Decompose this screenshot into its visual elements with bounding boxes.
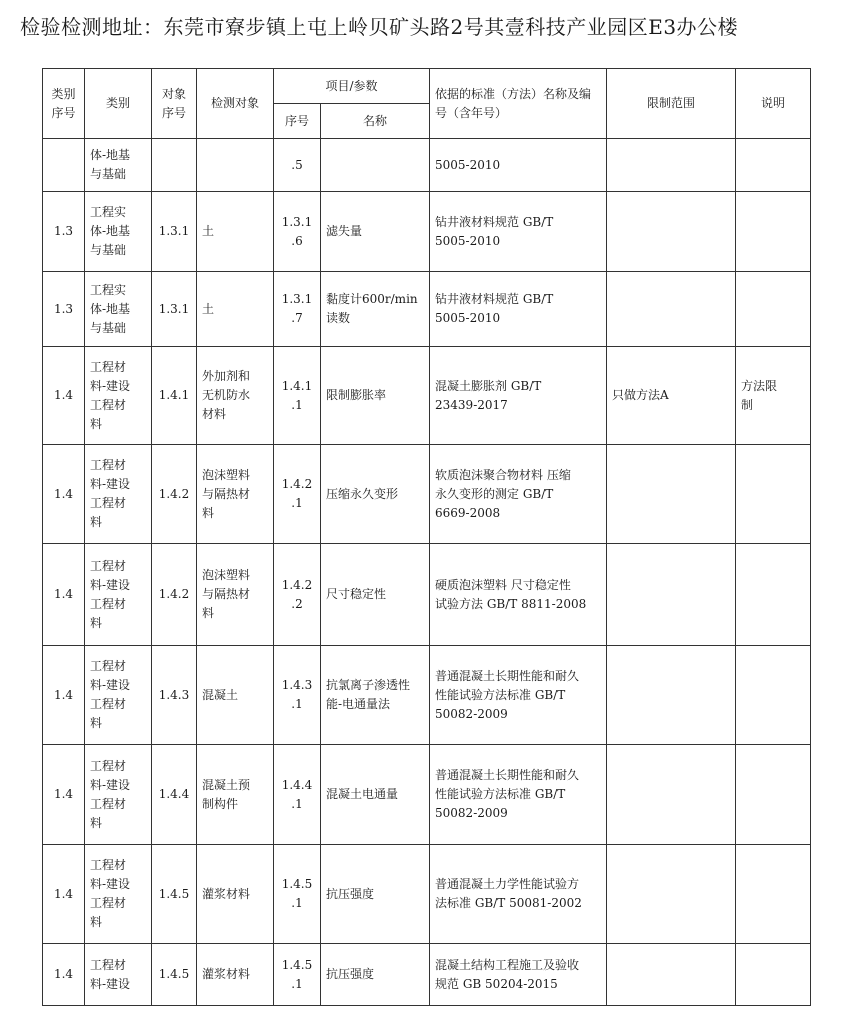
cell-standard: 普通混凝土力学性能试验方 法标准 GB/T 50081-2002 [430,845,607,944]
table-body [43,139,811,1006]
table-row [43,745,811,845]
cell-object: 外加剂和 无机防水 材料 [197,347,274,445]
cell-cat-no: 1.4 [43,845,85,944]
cell-cat-no [43,139,85,192]
cell-name: 滤失量 [321,192,430,272]
cell-category: 工程材 料-建设 工程材 料 [85,347,152,445]
cell-object: 混凝土预 制构件 [197,745,274,845]
cell-cat-no: 1.4 [43,347,85,445]
header-standard: 依据的标准（方法）名称及编号（含年号） [430,69,607,139]
cell-note [736,139,811,192]
cell-seq: 1.4.1 .1 [274,347,321,445]
cell-obj-no: 1.3.1 [152,272,197,347]
cell-standard: 普通混凝土长期性能和耐久 性能试验方法标准 GB/T 50082-2009 [430,646,607,745]
cell-note: 方法限 制 [736,347,811,445]
cell-obj-no [152,139,197,192]
cell-name: 抗压强度 [321,944,430,1006]
cell-note [736,192,811,272]
cell-category: 工程材 料-建设 工程材 料 [85,745,152,845]
cell-name: 黏度计600r/min 读数 [321,272,430,347]
cell-name: 混凝土电通量 [321,745,430,845]
cell-category: 工程材 料-建设 工程材 料 [85,544,152,646]
cell-category: 工程材 料-建设 工程材 料 [85,646,152,745]
cell-limit [607,272,736,347]
cell-name: 尺寸稳定性 [321,544,430,646]
cell-seq: 1.4.5 .1 [274,845,321,944]
header-item-parameter: 项目/参数 [274,69,430,104]
cell-limit [607,745,736,845]
cell-category: 工程实 体-地基 与基础 [85,192,152,272]
cell-object: 泡沫塑料 与隔热材 料 [197,544,274,646]
cell-object: 土 [197,192,274,272]
cell-obj-no: 1.4.2 [152,544,197,646]
cell-standard: 混凝土结构工程施工及验收 规范 GB 50204-2015 [430,944,607,1006]
cell-standard: 软质泡沫聚合物材料 压缩 永久变形的测定 GB/T 6669-2008 [430,445,607,544]
header-sequence: 序号 [274,104,321,139]
cell-note [736,445,811,544]
cell-object: 灌浆材料 [197,845,274,944]
cell-seq: 1.3.1 .6 [274,192,321,272]
table-row [43,544,811,646]
header-object-number: 对象序号 [152,69,197,139]
cell-standard: 混凝土膨胀剂 GB/T 23439-2017 [430,347,607,445]
table-row [43,272,811,347]
cell-cat-no: 1.4 [43,745,85,845]
page-title: 检验检测地址：东莞市寮步镇上屯上岭贝矿头路2号其壹科技产业园区E3办公楼 [20,15,739,39]
cell-limit [607,139,736,192]
cell-category: 体-地基 与基础 [85,139,152,192]
cell-limit [607,445,736,544]
header-object: 检测对象 [197,69,274,139]
header-category-number: 类别序号 [43,69,85,139]
cell-object: 泡沫塑料 与隔热材 料 [197,445,274,544]
cell-category: 工程实 体-地基 与基础 [85,272,152,347]
cell-note [736,272,811,347]
cell-category: 工程材 料-建设 工程材 料 [85,445,152,544]
cell-seq: .5 [274,139,321,192]
cell-name: 压缩永久变形 [321,445,430,544]
cell-limit [607,192,736,272]
cell-obj-no: 1.4.2 [152,445,197,544]
cell-seq: 1.4.4 .1 [274,745,321,845]
cell-cat-no: 1.4 [43,646,85,745]
cell-obj-no: 1.4.3 [152,646,197,745]
cell-object [197,139,274,192]
cell-name: 抗压强度 [321,845,430,944]
table-row [43,445,811,544]
cell-cat-no: 1.4 [43,944,85,1006]
table-row [43,944,811,1006]
header-category: 类别 [85,69,152,139]
cell-note [736,944,811,1006]
cell-standard: 钻井液材料规范 GB/T 5005-2010 [430,272,607,347]
cell-standard: 5005-2010 [430,139,607,192]
cell-category: 工程材 料-建设 [85,944,152,1006]
table-row [43,347,811,445]
header-note: 说明 [736,69,811,139]
cell-object: 灌浆材料 [197,944,274,1006]
cell-limit [607,646,736,745]
cell-object: 混凝土 [197,646,274,745]
cell-object: 土 [197,272,274,347]
cell-seq: 1.3.1 .7 [274,272,321,347]
cell-cat-no: 1.4 [43,544,85,646]
cell-seq: 1.4.2 .2 [274,544,321,646]
cell-seq: 1.4.5 .1 [274,944,321,1006]
cell-standard: 钻井液材料规范 GB/T 5005-2010 [430,192,607,272]
inspection-table [42,68,811,1006]
cell-name: 抗氯离子渗透性 能-电通量法 [321,646,430,745]
table-row [43,192,811,272]
cell-obj-no: 1.4.1 [152,347,197,445]
table-row [43,845,811,944]
cell-cat-no: 1.3 [43,272,85,347]
cell-note [736,646,811,745]
cell-cat-no: 1.4 [43,445,85,544]
cell-note [736,745,811,845]
cell-limit: 只做方法A [607,347,736,445]
header-limit: 限制范围 [607,69,736,139]
cell-obj-no: 1.4.4 [152,745,197,845]
cell-limit [607,944,736,1006]
cell-category: 工程材 料-建设 工程材 料 [85,845,152,944]
cell-name [321,139,430,192]
cell-name: 限制膨胀率 [321,347,430,445]
table-row [43,139,811,192]
cell-obj-no: 1.3.1 [152,192,197,272]
cell-note [736,544,811,646]
cell-obj-no: 1.4.5 [152,944,197,1006]
cell-limit [607,544,736,646]
cell-note [736,845,811,944]
cell-obj-no: 1.4.5 [152,845,197,944]
cell-standard: 硬质泡沫塑料 尺寸稳定性 试验方法 GB/T 8811-2008 [430,544,607,646]
cell-seq: 1.4.3 .1 [274,646,321,745]
table-row [43,646,811,745]
header-name: 名称 [321,104,430,139]
cell-cat-no: 1.3 [43,192,85,272]
cell-limit [607,845,736,944]
cell-standard: 普通混凝土长期性能和耐久 性能试验方法标准 GB/T 50082-2009 [430,745,607,845]
cell-seq: 1.4.2 .1 [274,445,321,544]
